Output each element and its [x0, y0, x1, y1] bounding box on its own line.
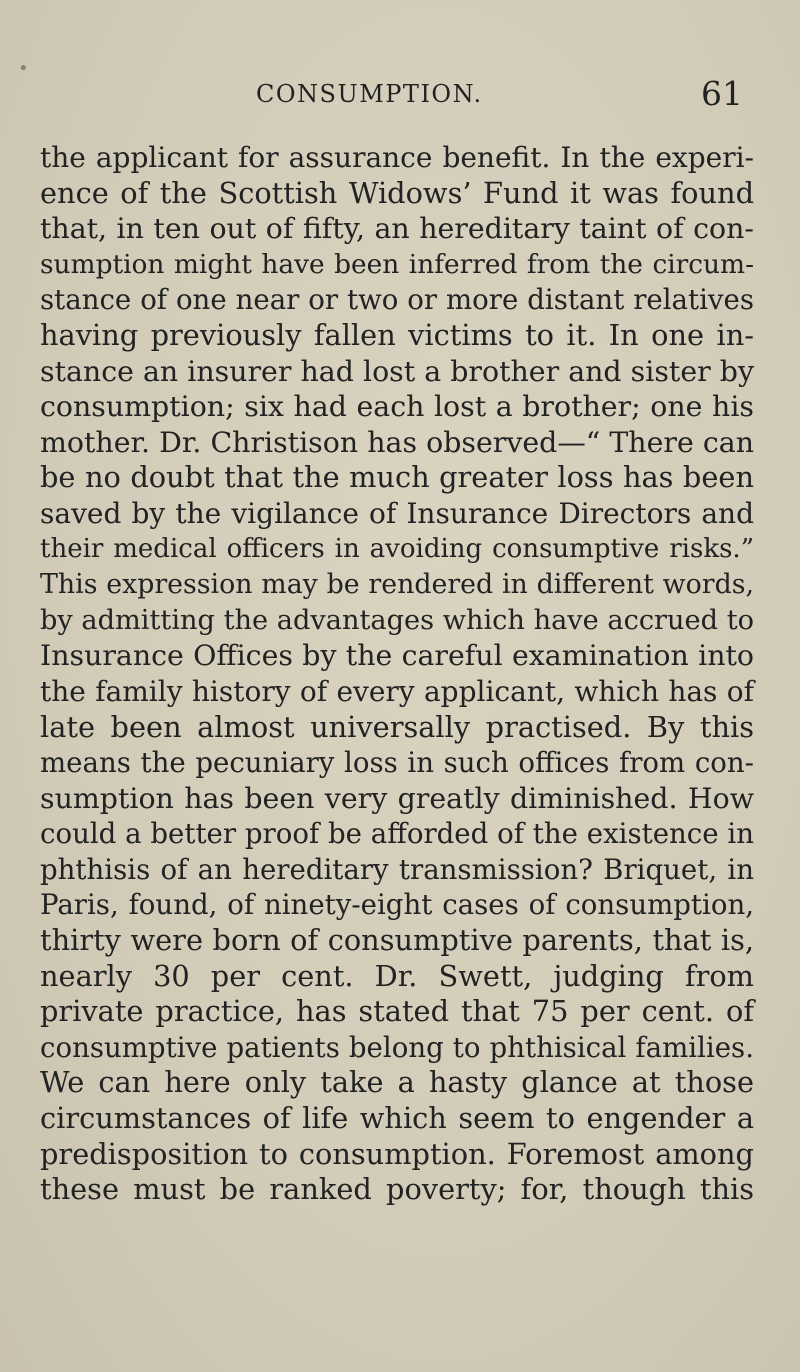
- text-line: that, in ten out of fifty, an hereditary taint of con-: [40, 212, 754, 246]
- running-head: CONSUMPTION.: [256, 80, 483, 108]
- text-line: their medical officers in avoiding consumptive risks.”: [40, 533, 754, 564]
- text-line: be no doubt that the much greater loss has been: [40, 460, 754, 495]
- text-line: private practice, has stated that 75 per cent. of: [40, 994, 754, 1029]
- text-line: Insurance Offices by the careful examination into: [40, 639, 754, 673]
- text-line: phthisis of an hereditary transmission? Briquet, in: [40, 852, 754, 886]
- text-line: these must be ranked poverty; for, though this: [40, 1172, 754, 1207]
- text-line: mother. Dr. Christison has observed—“ There can: [40, 425, 754, 459]
- text-line: late been almost universally practised. By this: [40, 709, 754, 744]
- text-line: stance of one near or two or more distant relatives: [40, 283, 754, 317]
- page-header: [0, 74, 800, 118]
- page-number: 61: [701, 74, 743, 113]
- text-line: thirty were born of consumptive parents, that is,: [40, 923, 754, 958]
- text-line: the family history of every applicant, which has of: [40, 674, 754, 708]
- text-line: by admitting the advantages which have accrued to: [40, 604, 754, 636]
- text-line: Paris, found, of ninety-eight cases of consumption,: [40, 888, 754, 922]
- text-line: consumption; six had each lost a brother; one his: [40, 390, 754, 424]
- text-line: sumption has been very greatly diminished. How: [40, 781, 754, 815]
- text-line: consumptive patients belong to phthisical families.: [40, 1030, 754, 1064]
- text-line: stance an insurer had lost a brother and sister by: [40, 354, 754, 388]
- text-line: having previously fallen victims to it. In one in-: [40, 317, 754, 352]
- page-speck: •: [18, 58, 29, 79]
- body-text: [40, 140, 754, 1208]
- text-line: could a better proof be afforded of the existence in: [40, 817, 754, 851]
- text-line: sumption might have been inferred from the circum-: [40, 248, 754, 280]
- text-line: We can here only take a hasty glance at those: [40, 1065, 754, 1100]
- text-line: saved by the vigilance of Insurance Directors and: [40, 496, 754, 530]
- text-line: This expression may be rendered in different words,: [40, 569, 754, 601]
- text-line: ence of the Scottish Widows’ Fund it was found: [40, 175, 754, 210]
- text-line: the applicant for assurance benefit. In the experi-: [40, 141, 754, 174]
- text-line: circumstances of life which seem to engender a: [40, 1101, 754, 1136]
- text-line: means the pecuniary loss in such offices from con-: [40, 746, 754, 780]
- text-line: nearly 30 per cent. Dr. Swett, judging from: [40, 958, 754, 993]
- text-line: predisposition to consumption. Foremost among: [40, 1136, 754, 1171]
